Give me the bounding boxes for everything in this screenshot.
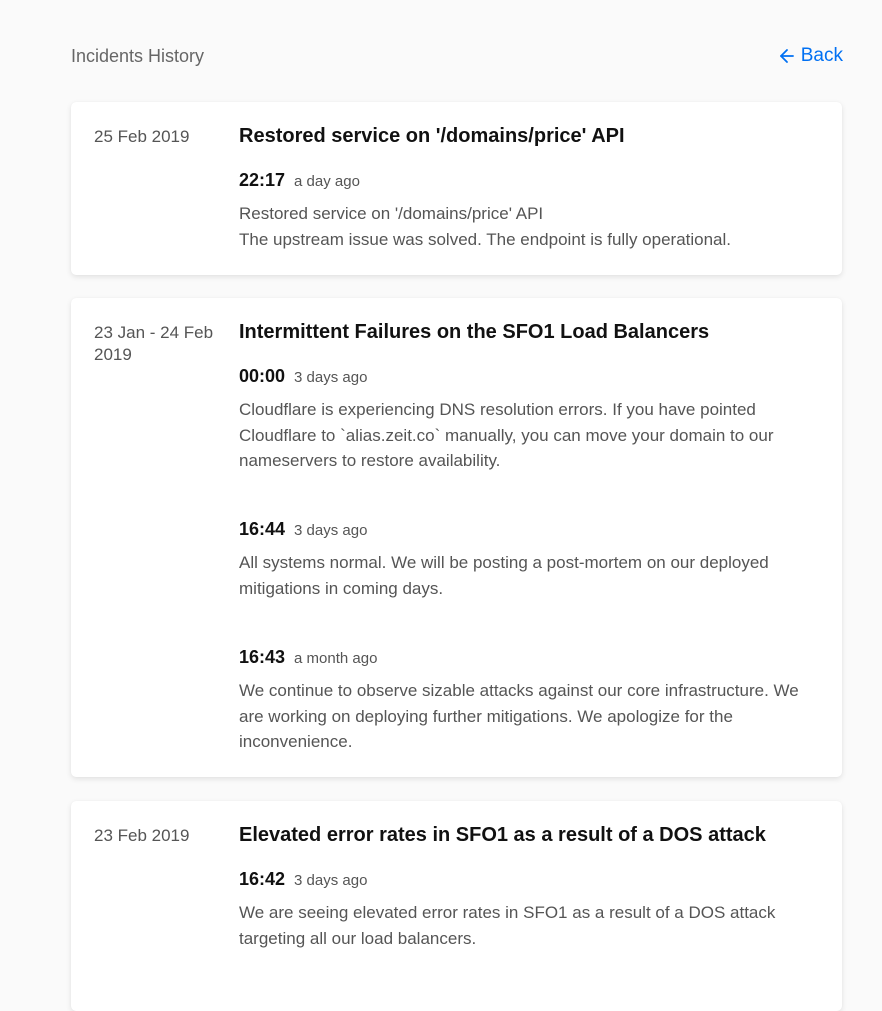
incident-date: 23 Feb 2019 bbox=[94, 826, 190, 845]
update-relative-time: a day ago bbox=[294, 173, 360, 190]
incident-update bbox=[239, 869, 818, 951]
update-message: Cloudflare is experiencing DNS resolution errors. If you have pointed Cloudflare to `alias.zeit.co` manually, you can move your domain to our nameservers to restore availability. bbox=[239, 400, 774, 470]
update-relative-time: a month ago bbox=[294, 650, 378, 667]
incident-date: 23 Jan - 24 Feb 2019 bbox=[94, 323, 214, 364]
incident-card bbox=[71, 298, 842, 777]
back-button[interactable] bbox=[779, 45, 843, 67]
incident-update bbox=[239, 170, 818, 252]
update-time: 22:17 bbox=[239, 170, 286, 190]
update-time: 00:00 bbox=[239, 366, 286, 386]
update-message: Restored service on '/domains/price' API The upstream issue was solved. The endpoint is fully operational. bbox=[239, 204, 732, 249]
update-time: 16:43 bbox=[239, 647, 286, 667]
back-label: Back bbox=[800, 45, 843, 66]
update-relative-time: 3 days ago bbox=[294, 872, 368, 889]
update-message: We continue to observe sizable attacks against our core infrastructure. We are working on deploying further mitigations. We apologize for the inconvenience. bbox=[239, 681, 799, 751]
update-time: 16:42 bbox=[239, 869, 286, 889]
incident-update bbox=[239, 647, 818, 755]
update-relative-time: 3 days ago bbox=[294, 369, 368, 386]
incident-title: Restored service on '/domains/price' API bbox=[239, 125, 625, 147]
page-header bbox=[71, 44, 843, 68]
incident-date: 25 Feb 2019 bbox=[94, 127, 190, 146]
incident-title: Intermittent Failures on the SFO1 Load Balancers bbox=[239, 321, 710, 343]
incident-update bbox=[239, 519, 818, 601]
incident-card bbox=[71, 102, 842, 275]
update-message: All systems normal. We will be posting a post-mortem on our deployed mitigations in coming days. bbox=[239, 553, 769, 598]
incident-update bbox=[239, 366, 818, 474]
update-message: We are seeing elevated error rates in SFO1 as a result of a DOS attack targeting all our load balancers. bbox=[239, 903, 776, 948]
incident-title: Elevated error rates in SFO1 as a result of a DOS attack bbox=[239, 824, 766, 846]
arrow-left-icon bbox=[779, 48, 795, 64]
update-time: 16:44 bbox=[239, 519, 286, 539]
update-relative-time: 3 days ago bbox=[294, 522, 368, 539]
page-title: Incidents History bbox=[71, 45, 205, 66]
incident-card bbox=[71, 801, 842, 1011]
